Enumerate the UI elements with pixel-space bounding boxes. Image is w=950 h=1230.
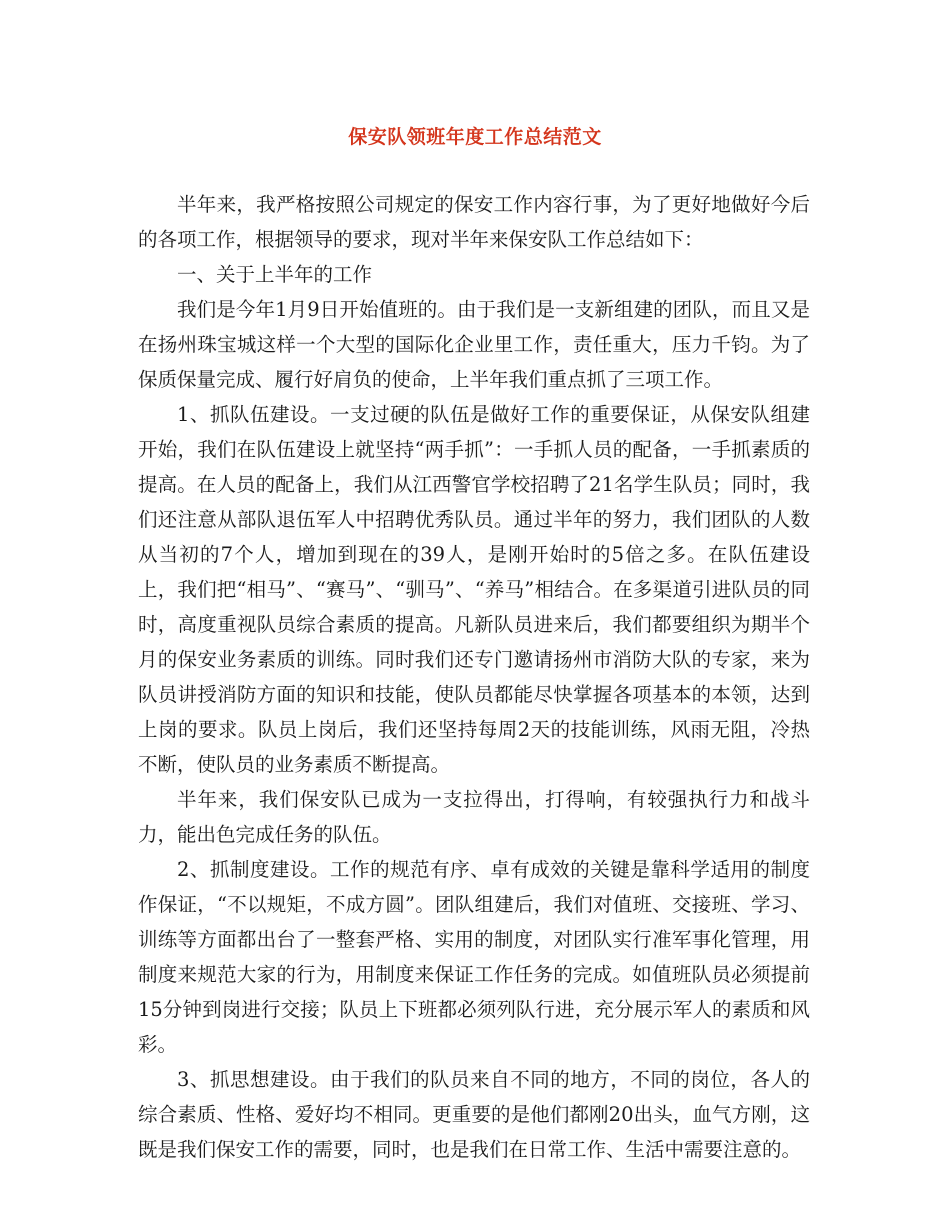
paragraph-intro: 半年来，我严格按照公司规定的保安工作内容行事，为了更好地做好今后的各项工作，根据领导的要求，现对半年来保安队工作总结如下： xyxy=(138,193,810,251)
document-title: 保安队领班年度工作总结范文 xyxy=(348,126,602,148)
paragraph-team-building: 1、抓队伍建设。一支过硬的队伍是做好工作的重要保证，从保安队组建开始，我们在队伍建设上就坚持“两手抓”：一手抓人员的配备，一手抓素质的提高。在人员的配备上，我们从江西警官学校招聘了21名学生队员；同时，我们还注意从部队退伍军人中招聘优秀队员。通过半年的努力，我们团队的人数从当初的7个人，增加到现在的39人，是刚开始时的5倍之多。在队伍建设上，我们把“相马”、“赛马”、“驯马”、“养马”相结合。在多渠道引进队员的同时，高度重视队员综合素质的提高。凡新队员进来后，我们都要组织为期半个月的保安业务素质的训练。同时我们还专门邀请扬州市消防大队的专家，来为队员讲授消防方面的知识和技能，使队员都能尽快掌握各项基本的本领，达到上岗的要求。队员上岗后，我们还坚持每周2天的技能训练，风雨无阻，冷热不断，使队员的业务素质不断提高。 xyxy=(138,403,810,776)
paragraph-ideology-building: 3、抓思想建设。由于我们的队员来自不同的地方，不同的岗位，各人的综合素质、性格、爱好均不相同。更重要的是他们都刚20出头，血气方刚，这既是我们保安工作的需要，同时，也是我们在日常工作、生活中需要注意的。 xyxy=(138,1068,810,1161)
section-heading-first-half: 一、关于上半年的工作 xyxy=(177,263,373,286)
paragraph-background: 我们是今年1月9日开始值班的。由于我们是一支新组建的团队，而且又是在扬州珠宝城这样一个大型的国际化企业里工作，责任重大，压力千钧。为了保质保量完成、履行好肩负的使命，上半年我们重点抓了三项工作。 xyxy=(138,298,810,391)
paragraph-team-result: 半年来，我们保安队已成为一支拉得出，打得响，有较强执行力和战斗力，能出色完成任务的队伍。 xyxy=(138,788,810,846)
document-body xyxy=(138,187,810,1167)
paragraph-system-building: 2、抓制度建设。工作的规范有序、卓有成效的关键是靠科学适用的制度作保证，“不以规矩，不成方圆”。团队组建后，我们对值班、交接班、学习、训练等方面都出台了一整套严格、实用的制度，对团队实行准军事化管理，用制度来规范大家的行为，用制度来保证工作任务的完成。如值班队员必须提前15分钟到岗进行交接；队员上下班都必须列队行进，充分展示军人的素质和风彩。 xyxy=(138,858,810,1056)
